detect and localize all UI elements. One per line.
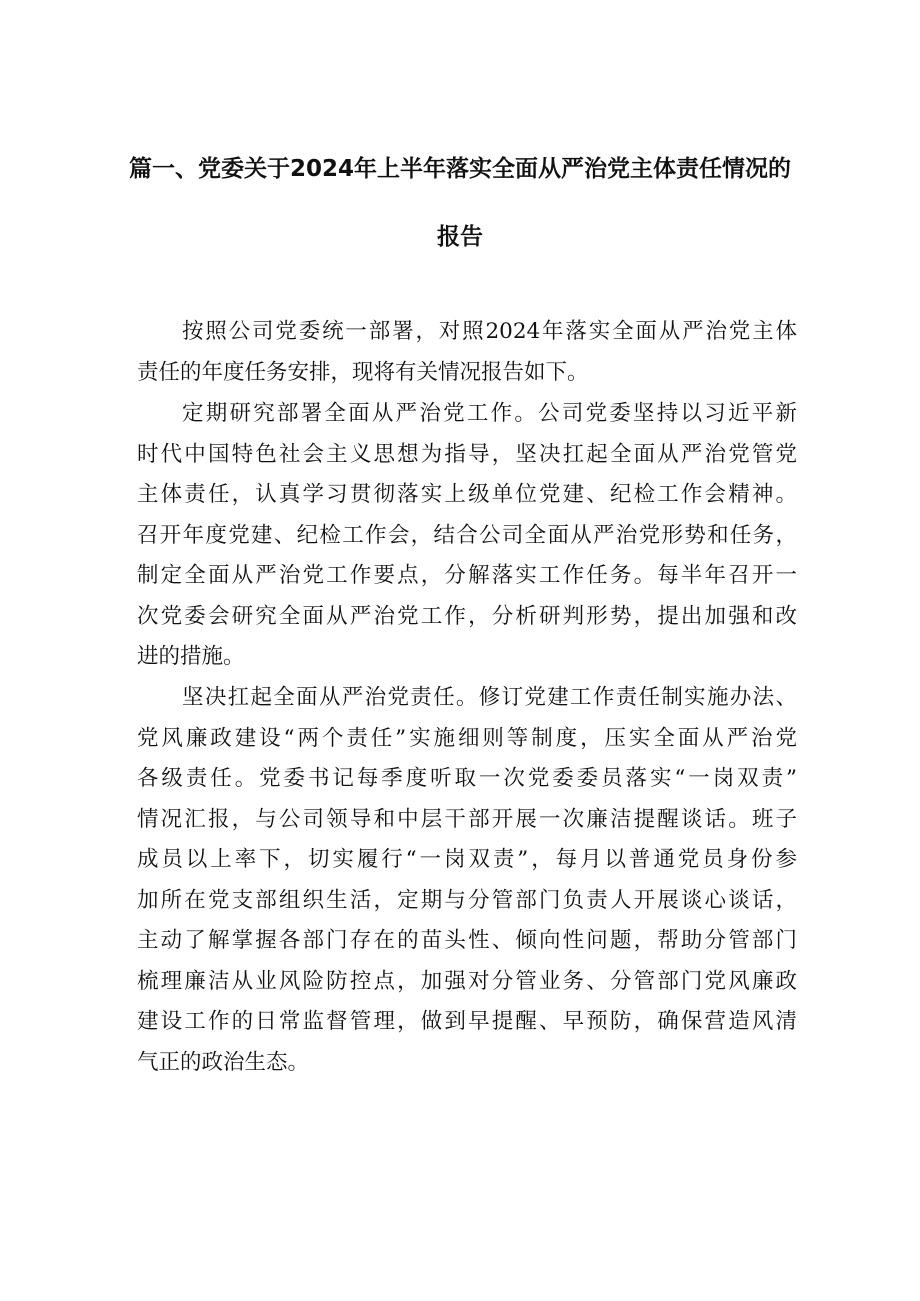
paragraph-line: 成员以上率下，切实履行“一岗双责”，每月以普通党员身份参 (137, 847, 797, 872)
paragraph-line: 坚决扛起全面从严治党责任。修订党建工作责任制实施办法、 (182, 685, 797, 710)
paragraph-line: 责任的年度任务安排，现将有关情况报告如下。 (137, 359, 589, 385)
paragraph-3 (137, 678, 797, 1083)
paragraph-line: 情况汇报，与公司领导和中层干部开展一次廉洁提醒谈话。班子 (137, 806, 797, 832)
paragraph-line: 党风廉政建设“两个责任”实施细则等制度，压实全面从严治党 (137, 725, 797, 751)
paragraph-2 (137, 394, 797, 678)
paragraph-line: 主动了解掌握各部门存在的苗头性、倾向性问题，帮助分管部门 (137, 928, 797, 953)
document-title-line-2: 报告 (437, 224, 483, 250)
paragraph-line: 建设工作的日常监督管理，做到早提醒、早预防，确保营造风清 (137, 1009, 797, 1034)
paragraph-line: 主体责任，认真学习贯彻落实上级单位党建、纪检工作会精神。 (137, 482, 797, 507)
paragraph-line: 召开年度党建、纪检工作会，结合公司全面从严治党形势和任务， (137, 522, 797, 548)
paragraph-line: 按照公司党委统一部署，对照2024年落实全面从严治党主体 (182, 319, 797, 344)
paragraph-line: 次党委会研究全面从严治党工作，分析研判形势，提出加强和改 (137, 603, 797, 629)
paragraph-line: 时代中国特色社会主义思想为指导，坚决扛起全面从严治党管党 (137, 441, 797, 467)
paragraph-line: 梳理廉洁从业风险防控点，加强对分管业务、分管部门党风廉政 (137, 968, 797, 994)
paragraph-line: 进的措施。 (137, 644, 245, 669)
paragraph-line: 各级责任。党委书记每季度听取一次党委委员落实“一岗双责” (137, 766, 797, 791)
paragraph-line: 制定全面从严治党工作要点，分解落实工作任务。每半年召开一 (137, 563, 797, 588)
paragraph-line: 气正的政治生态。 (137, 1049, 310, 1075)
paragraph-line: 定期研究部署全面从严治党工作。公司党委坚持以习近平新 (182, 401, 797, 426)
paragraph-line: 加所在党支部组织生活，定期与分管部门负责人开展谈心谈话， (137, 887, 797, 913)
document-title-line-1: 篇一、党委关于2024年上半年落实全面从严治党主体责任情况的 (128, 156, 791, 182)
paragraph-1 (137, 312, 797, 393)
